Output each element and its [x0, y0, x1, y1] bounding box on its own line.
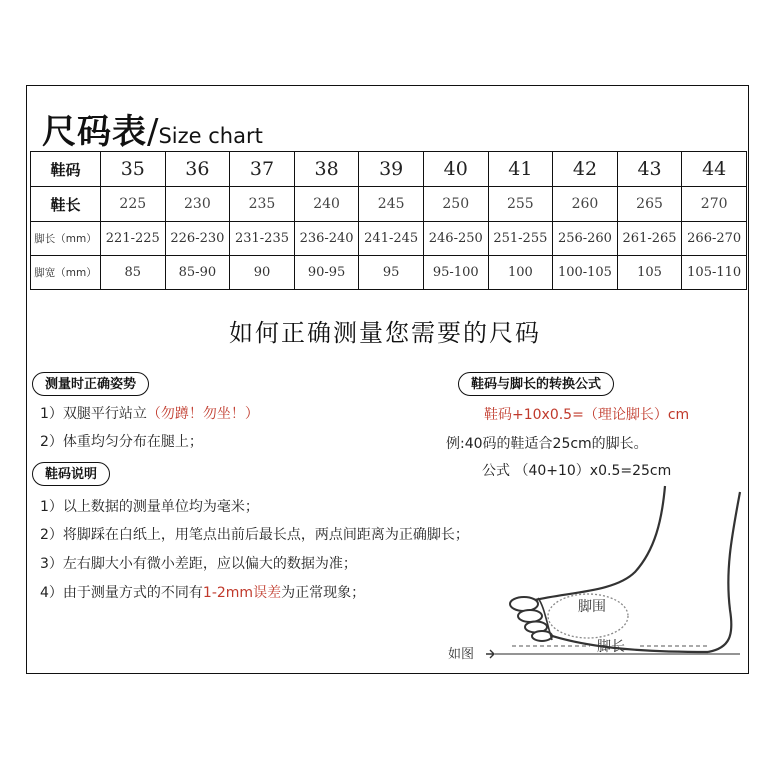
table-cell: 40	[423, 152, 488, 187]
table-cell: 250	[423, 187, 488, 222]
conversion-calc: 公式 （40+10）x0.5=25cm	[482, 463, 672, 479]
table-cell: 265	[617, 187, 682, 222]
table-cell: 100	[488, 256, 553, 290]
conversion-header: 鞋码与脚长的转换公式	[458, 372, 614, 396]
table-cell: 240	[294, 187, 359, 222]
table-cell: 245	[359, 187, 424, 222]
table-cell: 270	[682, 187, 747, 222]
table-cell: 256-260	[553, 222, 618, 256]
notes-line-4-prefix: 4）由于测量方式的不同有	[40, 585, 203, 601]
table-cell: 41	[488, 152, 553, 187]
table-cell: 105-110	[682, 256, 747, 290]
howto-heading: 如何正确测量您需要的尺码	[229, 319, 541, 347]
table-row	[31, 187, 747, 222]
circle-pointer-arrow	[486, 650, 494, 658]
table-cell: 236-240	[294, 222, 359, 256]
circle-label: 如图	[448, 647, 475, 662]
table-cell: 85-90	[165, 256, 230, 290]
page-title	[42, 104, 263, 153]
foot-diagram	[440, 480, 750, 675]
table-cell: 225	[101, 187, 166, 222]
notes-line-4-highlight: 1-2mm误差	[202, 585, 282, 601]
table-cell: 95	[359, 256, 424, 290]
toe-1	[510, 597, 538, 611]
toe-2	[518, 610, 542, 622]
row-header: 脚宽（mm）	[31, 256, 101, 290]
notes-line-2: 2）将脚踩在白纸上，用笔点出前后最长点，两点间距离为正确脚长；	[40, 527, 469, 543]
table-cell: 105	[617, 256, 682, 290]
conversion-example: 例:40码的鞋适合25cm的脚长。	[446, 436, 648, 452]
conversion-formula: 鞋码+10x0.5=（理论脚长）cm	[484, 407, 690, 423]
row-header: 鞋码	[31, 152, 101, 187]
table-cell: 95-100	[423, 256, 488, 290]
posture-header: 测量时正确姿势	[32, 372, 149, 396]
table-cell: 235	[230, 187, 295, 222]
posture-line-1-text: 1）双腿平行站立	[40, 406, 147, 422]
table-cell: 261-265	[617, 222, 682, 256]
table-row	[31, 256, 747, 290]
table-cell: 38	[294, 152, 359, 187]
table-cell: 90-95	[294, 256, 359, 290]
foot-outline-front	[535, 486, 665, 600]
title-slash: /	[147, 112, 159, 152]
posture-line-1-warning: （勿蹲！勿坐！）	[146, 406, 259, 422]
table-cell: 36	[165, 152, 230, 187]
table-cell: 231-235	[230, 222, 295, 256]
size-table	[30, 151, 747, 290]
table-cell: 43	[617, 152, 682, 187]
title-en: Size chart	[158, 124, 263, 148]
table-cell: 39	[359, 152, 424, 187]
row-header: 脚长（mm）	[31, 222, 101, 256]
table-cell: 241-245	[359, 222, 424, 256]
table-cell: 37	[230, 152, 295, 187]
length-label: 脚长	[597, 639, 625, 655]
notes-line-1: 1）以上数据的测量单位均为毫米；	[40, 499, 259, 515]
table-cell: 44	[682, 152, 747, 187]
table-cell: 90	[230, 256, 295, 290]
table-row	[31, 152, 747, 187]
table-cell: 230	[165, 187, 230, 222]
table-cell: 226-230	[165, 222, 230, 256]
table-cell: 221-225	[101, 222, 166, 256]
table-cell: 246-250	[423, 222, 488, 256]
row-header: 鞋长	[31, 187, 101, 222]
notes-line-3: 3）左右脚大小有微小差距，应以偏大的数据为准；	[40, 556, 357, 572]
table-cell: 100-105	[553, 256, 618, 290]
table-cell: 85	[101, 256, 166, 290]
foot-outline-back	[708, 492, 740, 652]
table-cell: 260	[553, 187, 618, 222]
notes-header: 鞋码说明	[32, 462, 110, 486]
title-zh: 尺码表	[42, 112, 147, 152]
girth-label: 脚围	[578, 599, 606, 615]
posture-line-1	[40, 403, 259, 423]
toe-4	[532, 631, 552, 641]
table-cell: 42	[553, 152, 618, 187]
table-cell: 35	[101, 152, 166, 187]
table-cell: 255	[488, 187, 553, 222]
table-cell: 251-255	[488, 222, 553, 256]
notes-line-4	[40, 582, 365, 602]
table-row	[31, 222, 747, 256]
table-cell: 266-270	[682, 222, 747, 256]
posture-line-2: 2）体重均匀分布在腿上；	[40, 434, 203, 450]
notes-line-4-suffix: 为正常现象；	[281, 585, 366, 601]
